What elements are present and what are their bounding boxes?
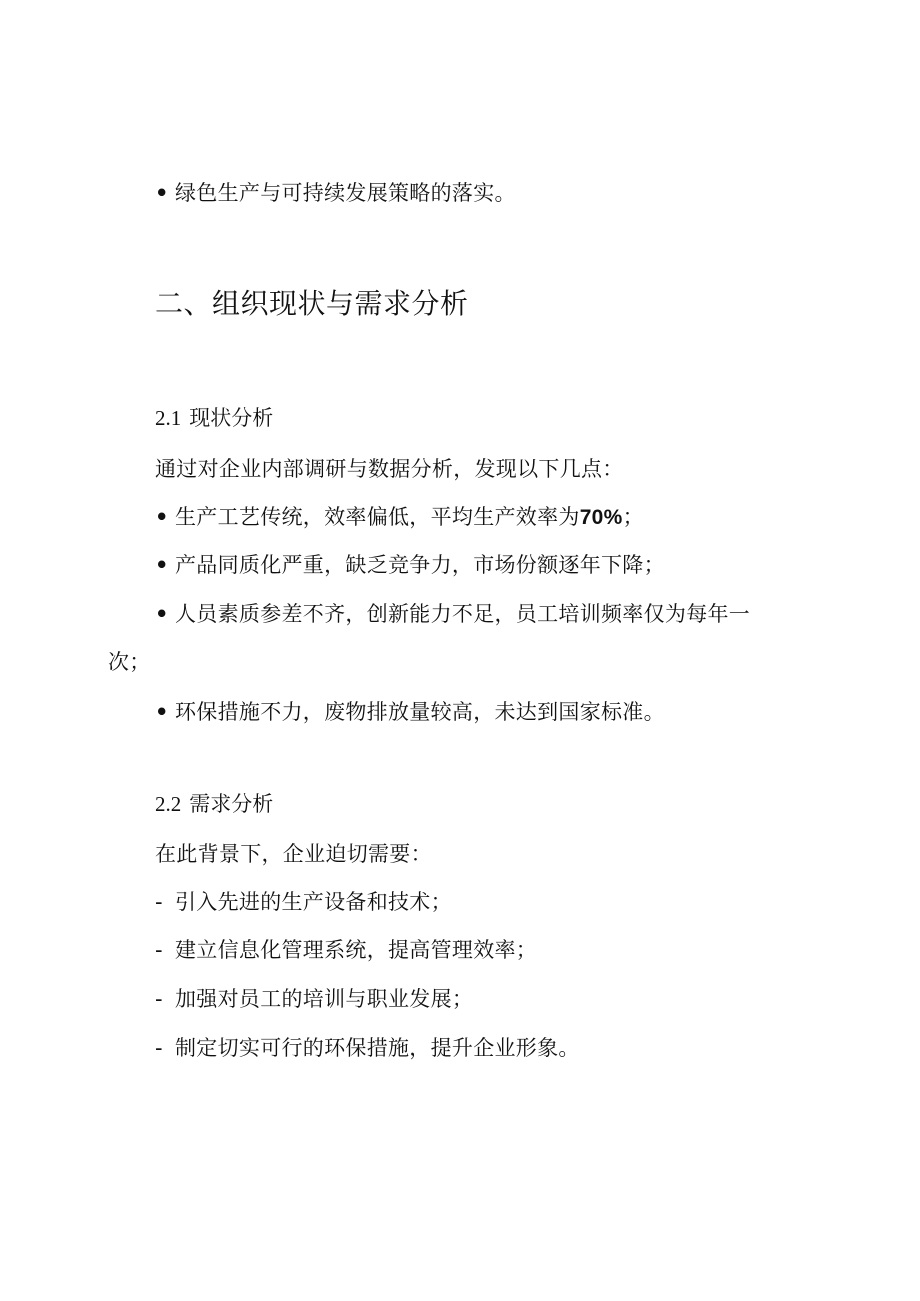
bullet-marker: • bbox=[155, 553, 169, 577]
list-item-text: 生产工艺传统，效率偏低，平均生产效率为 bbox=[175, 505, 580, 529]
list-item-punct: ； bbox=[622, 505, 644, 529]
bullet-marker: • bbox=[155, 602, 169, 626]
list-item-text: 引入先进的生产设备和技术； bbox=[175, 890, 452, 914]
bullet-marker: • bbox=[155, 700, 169, 724]
list-item bbox=[155, 698, 665, 726]
dash-marker: - bbox=[155, 987, 163, 1011]
list-item-text: 产品同质化严重，缺乏竞争力，市场份额逐年下降； bbox=[175, 553, 665, 577]
list-item-continuation: 次； bbox=[108, 650, 151, 674]
dash-marker: - bbox=[155, 890, 163, 914]
list-item-green-production bbox=[155, 179, 516, 207]
list-item bbox=[155, 936, 537, 964]
list-item-text: 人员素质参差不齐，创新能力不足，员工培训频率仅为每年一 bbox=[175, 602, 751, 626]
subsection-heading-2-2 bbox=[155, 790, 273, 818]
dash-marker: - bbox=[155, 1036, 163, 1060]
list-item-text: 环保措施不力，废物排放量较高，未达到国家标准。 bbox=[175, 700, 665, 724]
list-item bbox=[155, 551, 665, 579]
list-item bbox=[155, 888, 452, 916]
subsection-heading-2-1 bbox=[155, 404, 273, 432]
list-item bbox=[155, 600, 750, 628]
subsection-title: 需求分析 bbox=[189, 792, 274, 816]
list-item bbox=[155, 503, 644, 532]
bullet-marker: • bbox=[155, 181, 169, 205]
subsection-title: 现状分析 bbox=[189, 406, 274, 430]
subsection-number: 2.2 bbox=[155, 792, 182, 816]
paragraph-intro-2-2: 在此背景下，企业迫切需要： bbox=[155, 842, 432, 866]
list-item-text: 建立信息化管理系统，提高管理效率； bbox=[175, 938, 538, 962]
list-item-text: 绿色生产与可持续发展策略的落实。 bbox=[175, 181, 516, 205]
subsection-number: 2.1 bbox=[155, 406, 182, 430]
list-item bbox=[155, 1034, 580, 1062]
paragraph-intro-2-1: 通过对企业内部调研与数据分析，发现以下几点： bbox=[155, 457, 624, 481]
efficiency-value: 70% bbox=[579, 506, 623, 529]
list-item-text: 加强对员工的培训与职业发展； bbox=[175, 987, 474, 1011]
dash-marker: - bbox=[155, 938, 163, 962]
list-item-text: 制定切实可行的环保措施，提升企业形象。 bbox=[175, 1036, 580, 1060]
section-heading: 二、组织现状与需求分析 bbox=[155, 287, 469, 320]
bullet-marker: • bbox=[155, 505, 169, 529]
list-item bbox=[155, 985, 473, 1013]
